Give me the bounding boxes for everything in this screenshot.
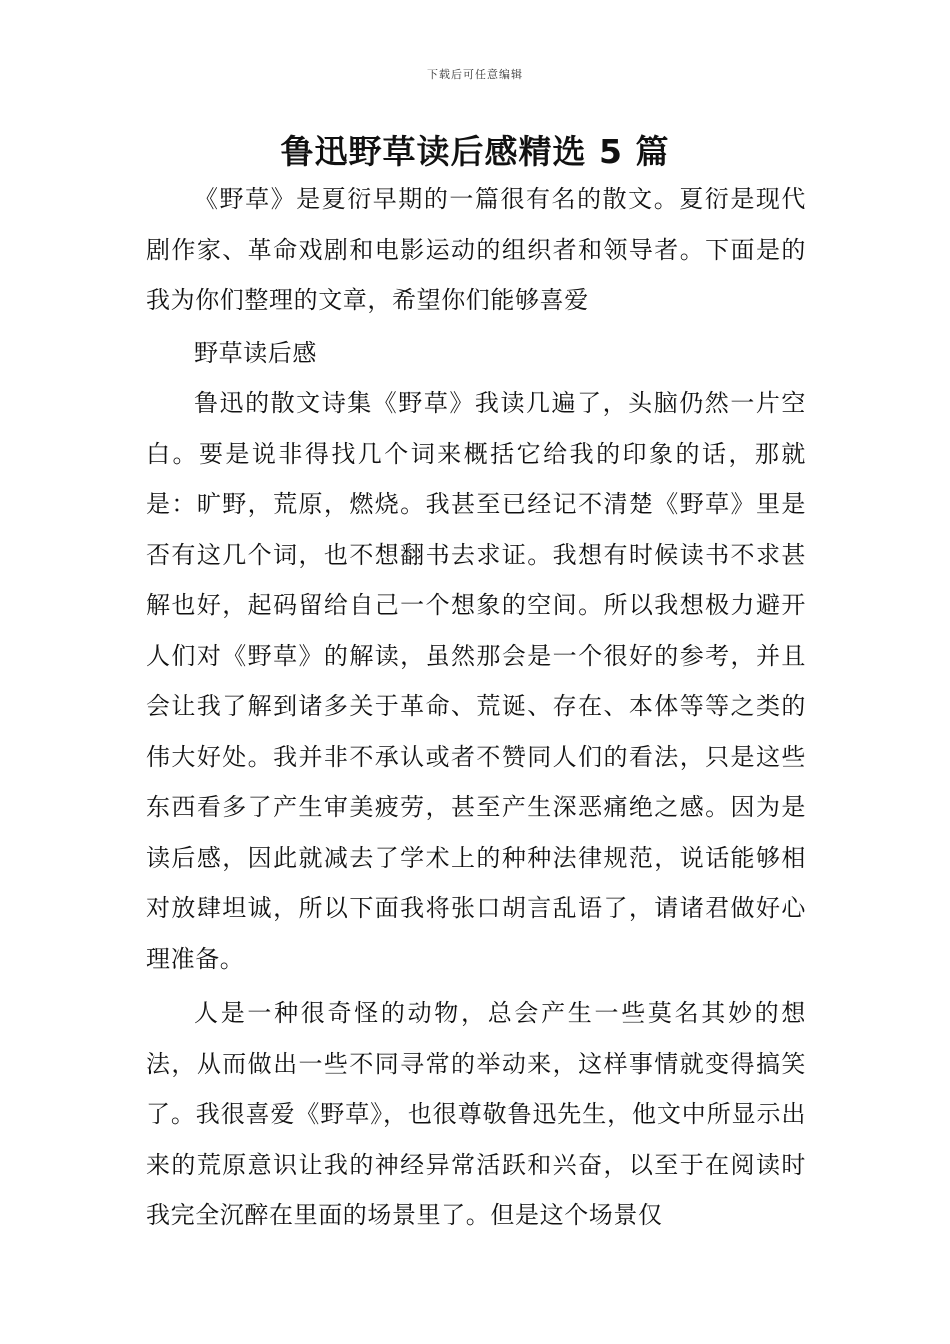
- header-note: 下载后可任意编辑: [427, 68, 523, 81]
- document-body: [146, 174, 806, 1241]
- section-heading: 野草读后感: [194, 338, 317, 367]
- body-paragraph: 鲁迅的散文诗集《野草》我读几遍了，头脑仍然一片空白。要是说非得找几个词来概括它给我的印象的话，那就是：旷野，荒原，燃烧。我甚至已经记不清楚《野草》里是否有这几个词，也不想翻书去求证。我想有时候读书不求甚解也好，起码留给自己一个想象的空间。所以我想极力避开人们对《野草》的解读，虽然那会是一个很好的参考，并且会让我了解到诸多关于革命、荒诞、存在、本体等等之类的伟大好处。我并非不承认或者不赞同人们的看法，只是这些东西看多了产生审美疲劳，甚至产生深恶痛绝之感。因为是读后感，因此就减去了学术上的种种法律规范，说话能够相对放肆坦诚，所以下面我将张口胡言乱语了，请诸君做好心理准备。: [146, 389, 806, 973]
- intro-paragraph: 《野草》是夏衍早期的一篇很有名的散文。夏衍是现代剧作家、革命戏剧和电影运动的组织者和领导者。下面是的我为你们整理的文章，希望你们能够喜爱: [146, 185, 806, 314]
- document-title: 鲁迅野草读后感精选 5 篇: [280, 132, 670, 171]
- body-paragraph: 人是一种很奇怪的动物，总会产生一些莫名其妙的想法，从而做出一些不同寻常的举动来，这样事情就变得搞笑了。我很喜爱《野草》，也很尊敬鲁迅先生，他文中所显示出来的荒原意识让我的神经异常活跃和兴奋，以至于在阅读时我完全沉醉在里面的场景里了。但是这个场景仅: [146, 999, 806, 1229]
